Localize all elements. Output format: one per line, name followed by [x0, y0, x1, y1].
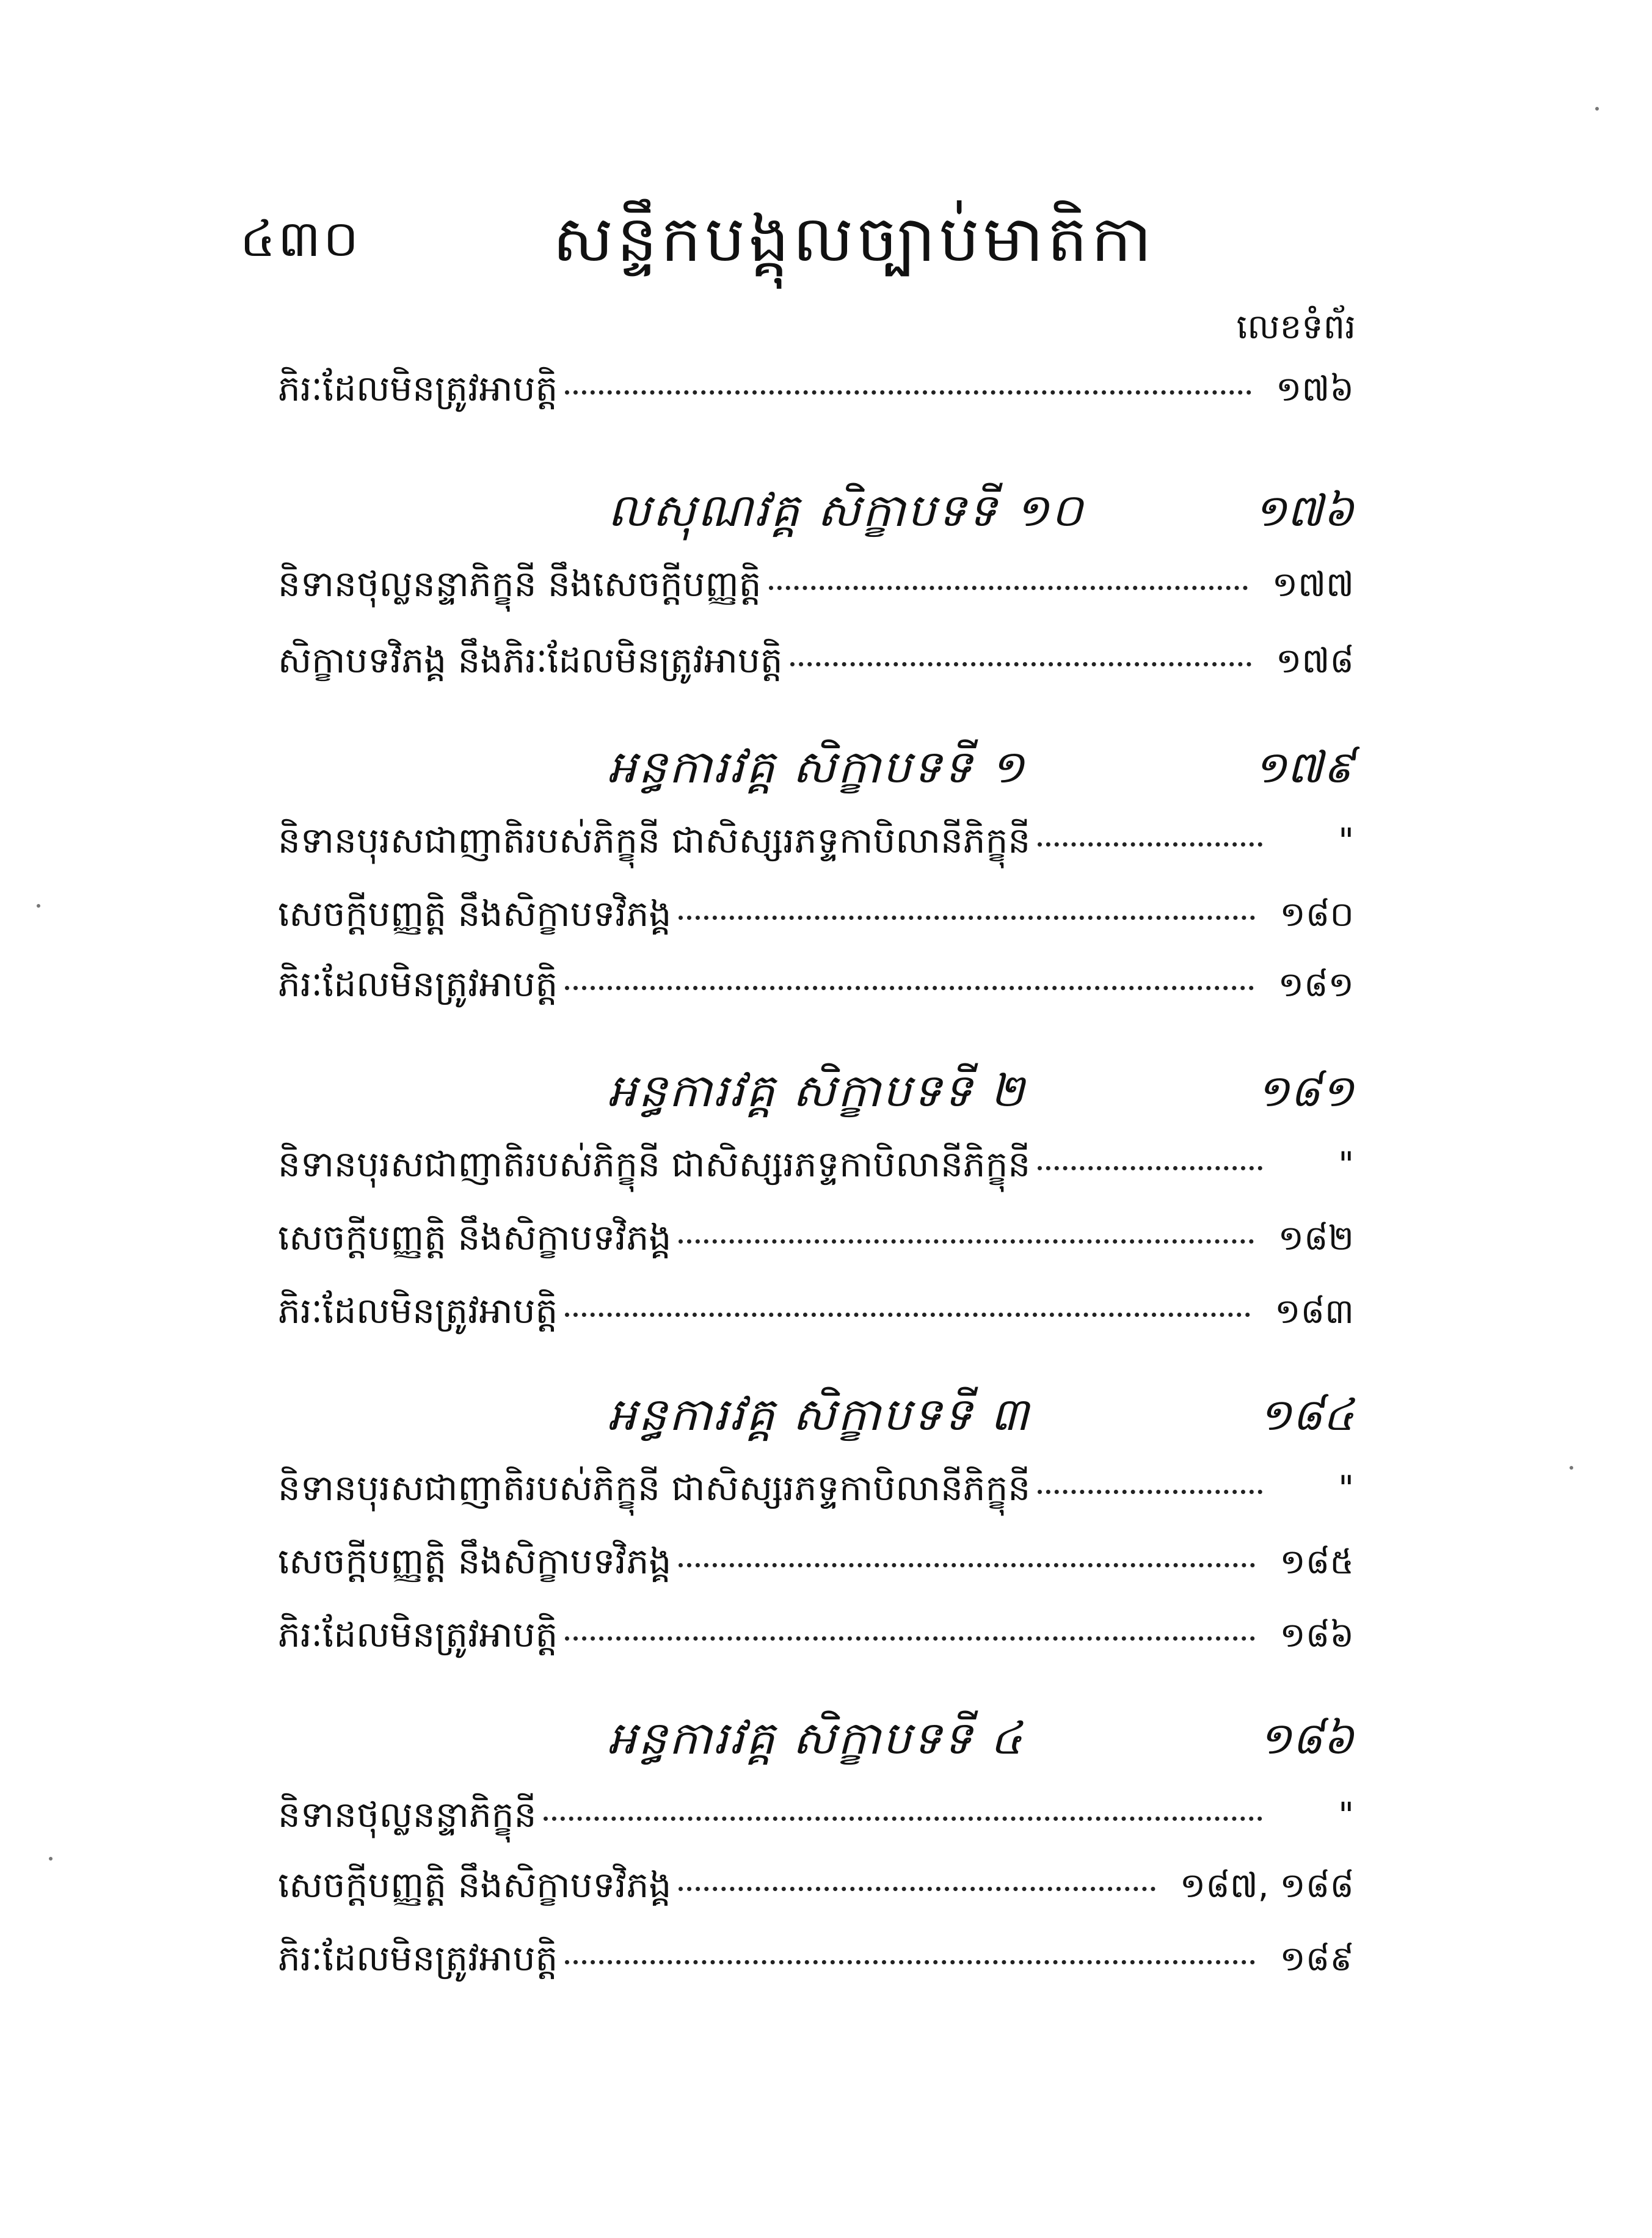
leader-dots: [565, 1960, 1255, 1964]
toc-label: ភិរៈដែលមិនត្រូវអាបត្តិ: [278, 1937, 558, 1979]
toc-page-number: ១៧៦: [1253, 485, 1354, 536]
toc-label: ភិរៈដែលមិនត្រូវអាបត្តិ: [278, 963, 558, 1005]
toc-page-number: ": [1338, 1796, 1354, 1835]
toc-label: សេចក្ដីបញ្ញត្តិ នឹងសិក្ខាបទវិភង្គ: [278, 1864, 672, 1906]
leader-dots: [679, 1239, 1253, 1244]
page-column-label: លេខទំព័រ: [1236, 307, 1356, 347]
toc-entry: [278, 638, 1354, 690]
toc-label: អន្ធការវគ្គ សិក្ខាបទទី ២: [608, 1065, 1027, 1117]
toc-section-heading: [278, 739, 1354, 805]
scan-speck: [49, 1857, 53, 1861]
toc-entry: [278, 1863, 1354, 1915]
scan-speck: [1570, 1466, 1573, 1470]
toc-section-heading: [278, 1387, 1354, 1453]
leader-dots: [565, 1636, 1255, 1641]
leader-dots: [679, 1563, 1255, 1567]
toc-label: និទានបុរសជាញាតិរបស់ភិក្ខុនី ជាសិស្សរភទ្ទកាបិលានីភិក្ខុនី: [278, 1467, 1031, 1509]
toc-page-number: ១៧៨: [1276, 641, 1354, 681]
toc-label: និទានថុល្លនន្ទាភិក្ខុនី: [278, 1794, 537, 1835]
leader-dots: [1038, 1490, 1262, 1494]
toc-entry: [278, 962, 1354, 1014]
toc-page-number: ១៧៦: [1276, 370, 1354, 409]
toc-section-heading: [278, 483, 1354, 549]
page-number: ៤៣០: [240, 210, 362, 268]
toc-entry: [278, 1289, 1354, 1341]
toc-page-number: ១៨១: [1256, 1065, 1354, 1117]
scan-speck: [37, 904, 40, 908]
toc-label: សេចក្ដីបញ្ញត្តិ នឹងសិក្ខាបទវិភង្គ: [278, 1540, 672, 1582]
toc-page-number: ១៨៧, ១៨៨: [1179, 1866, 1354, 1906]
toc-section-heading: [278, 1063, 1354, 1129]
toc-label: លសុណវគ្គ សិក្ខាបទទី ១០: [608, 484, 1085, 537]
toc-label: អន្ធការវគ្គ សិក្ខាបទទី ១: [608, 741, 1027, 793]
leader-dots: [790, 662, 1251, 666]
toc-page-number: ១៧៧: [1272, 565, 1354, 605]
leader-dots: [565, 1313, 1250, 1317]
toc-entry: [278, 1216, 1354, 1267]
toc-entry: [278, 1793, 1354, 1845]
toc-entry: [278, 818, 1354, 870]
toc-label: និទានបុរសជាញាតិរបស់ភិក្ខុនី ជាសិស្សរភទ្ទកាបិលានីភិក្ខុនី: [278, 820, 1031, 861]
toc-entry: [278, 1142, 1354, 1194]
toc-page-number: ១៨៣: [1275, 1292, 1354, 1332]
toc-section-heading: [278, 1710, 1354, 1776]
toc-entry: [278, 1539, 1354, 1591]
toc-page-number: ១៨៥: [1279, 1542, 1354, 1582]
toc-page-number: ១៧៩: [1253, 742, 1354, 793]
leader-dots: [565, 390, 1251, 395]
toc-page-number: ១៨០: [1279, 895, 1354, 935]
toc-page-number: ១៨១: [1278, 965, 1354, 1005]
toc-page-number: ១៨២: [1278, 1219, 1354, 1258]
toc-page-number: ១៨៤: [1258, 1389, 1354, 1440]
toc-page-number: ": [1338, 822, 1354, 861]
toc-label: សិក្ខាបទវិភង្គ នឹងភិរៈដែលមិនត្រូវអាបត្តិ: [278, 640, 783, 681]
toc-entry: [278, 1466, 1354, 1518]
toc-entry: [278, 562, 1354, 614]
toc-label: ភិរៈដែលមិនត្រូវអាបត្តិ: [278, 1290, 558, 1332]
scan-speck: [1595, 107, 1599, 111]
toc-page-number: ១៨៦: [1258, 1713, 1354, 1764]
toc-entry: [278, 1936, 1354, 1988]
toc-page-number: ១៨៦: [1279, 1616, 1354, 1655]
leader-dots: [1038, 842, 1262, 847]
toc-label: សេចក្ដីបញ្ញត្តិ នឹងសិក្ខាបទវិភង្គ: [278, 893, 672, 935]
toc-page-number: ១៨៩: [1279, 1939, 1354, 1979]
page-title: សន្ទឹកបង្គុលច្បាប់មាតិកា: [553, 202, 1155, 276]
leader-dots: [1038, 1166, 1262, 1170]
toc-label: និទានថុល្លនន្ទាភិក្ខុនី នឹងសេចក្ដីបញ្ញត្តិ: [278, 563, 762, 605]
toc-label: អន្ធការវគ្គ សិក្ខាបទទី ៣: [608, 1388, 1031, 1441]
toc-label: អន្ធការវគ្គ សិក្ខាបទទី ៤: [608, 1712, 1024, 1765]
toc-page-number: ": [1338, 1469, 1354, 1509]
toc-label: និទានបុរសជាញាតិរបស់ភិក្ខុនី ជាសិស្សរភទ្ទកាបិលានីភិក្ខុនី: [278, 1143, 1031, 1185]
toc-label: ភិរៈដែលមិនត្រូវអាបត្តិ: [278, 1614, 558, 1655]
leader-dots: [679, 916, 1255, 920]
leader-dots: [769, 586, 1248, 590]
leader-dots: [565, 986, 1253, 990]
toc-page-number: ": [1338, 1145, 1354, 1185]
toc-entry: [278, 892, 1354, 944]
leader-dots: [679, 1887, 1155, 1891]
toc-entry: [278, 366, 1354, 418]
toc-label: សេចក្ដីបញ្ញត្តិ នឹងសិក្ខាបទវិភង្គ: [278, 1217, 672, 1258]
toc-label: ភិរៈដែលមិនត្រូវអាបត្តិ: [278, 368, 558, 409]
toc-entry: [278, 1613, 1354, 1664]
leader-dots: [544, 1817, 1262, 1821]
